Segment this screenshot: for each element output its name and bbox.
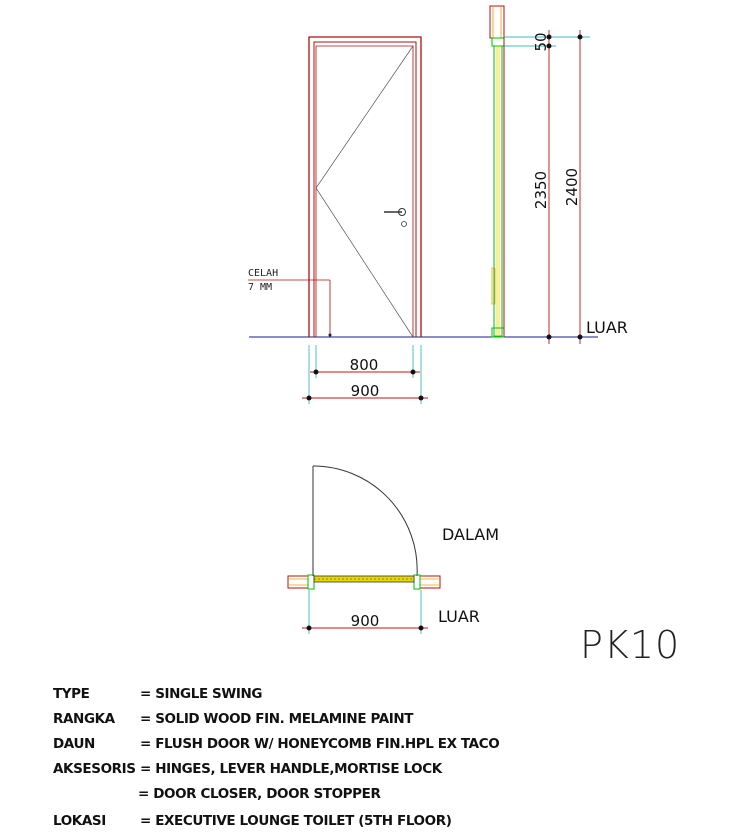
gap-label-line1: CELAH	[248, 268, 279, 279]
door-frame-inner	[314, 42, 416, 337]
dimension-leaf-width	[310, 345, 420, 378]
dim-2400-label: 2400	[563, 167, 581, 207]
swing-indicator	[316, 46, 413, 337]
spec-key-type: TYPE	[53, 686, 90, 702]
spec-value-aksesoris: = HINGES, LEVER HANDLE,MORTISE LOCK	[140, 761, 442, 777]
gap-label-line2: 7 MM	[248, 282, 273, 293]
plan-inside-label: DALAM	[442, 525, 500, 544]
spec-key-lokasi: LOKASI	[53, 813, 106, 829]
wall-left	[288, 576, 308, 588]
spec-key-aksesoris: AKSESORIS	[53, 761, 136, 777]
swing-arc	[313, 466, 417, 576]
spec-value-aksesoris-cont: = DOOR CLOSER, DOOR STOPPER	[138, 786, 381, 802]
door-elevation	[248, 37, 598, 404]
spec-value-rangka: = SOLID WOOD FIN. MELAMINE PAINT	[140, 711, 414, 727]
spec-value-daun: = FLUSH DOOR W/ HONEYCOMB FIN.HPL EX TACO	[140, 736, 500, 752]
door-frame-outer	[309, 37, 421, 337]
dimension-total-height	[563, 30, 583, 344]
door-code: PK10	[580, 623, 681, 667]
plan-dimension	[302, 590, 428, 634]
plan-outside-label: LUAR	[438, 607, 480, 626]
spec-value-lokasi: = EXECUTIVE LOUNGE TOILET (5TH FLOOR)	[140, 813, 452, 829]
dimension-frame-width	[302, 345, 428, 404]
spec-value-type: = SINGLE SWING	[140, 686, 263, 702]
door-plan	[288, 466, 499, 634]
dim-2350-label: 2350	[532, 170, 550, 210]
dim-50-label: 50	[532, 32, 550, 52]
gap-callout	[248, 268, 332, 337]
section-side-label: LUAR	[586, 318, 628, 337]
door-leaf-outline	[316, 46, 413, 337]
wall-right	[420, 576, 440, 588]
dim-800-label: 800	[349, 356, 379, 374]
plan-dim-900-label: 900	[350, 612, 380, 630]
dimension-leaf-height	[532, 30, 552, 344]
wall-section-top	[490, 6, 504, 38]
door-section	[490, 6, 628, 344]
spec-key-daun: DAUN	[53, 736, 95, 752]
lever-handle-icon	[384, 209, 407, 227]
spec-key-rangka: RANGKA	[53, 711, 115, 727]
dim-900-label: 900	[350, 382, 380, 400]
